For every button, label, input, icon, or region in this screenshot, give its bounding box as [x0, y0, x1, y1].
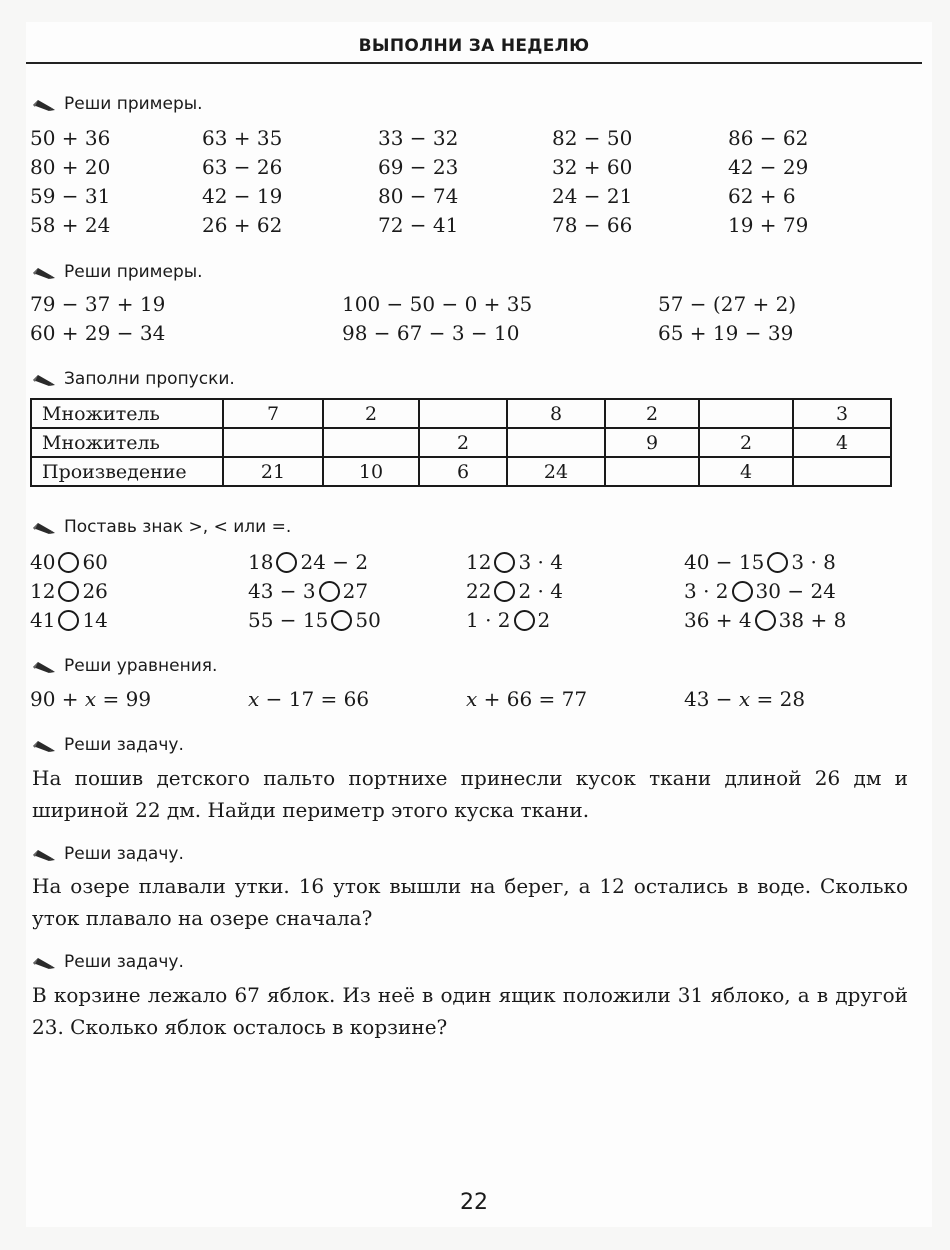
example: 26 + 62	[202, 213, 283, 237]
example: 60 + 29 − 34	[30, 321, 166, 345]
table-cell[interactable]: 6	[419, 457, 507, 486]
pencil-icon	[32, 658, 56, 674]
table-cell[interactable]	[699, 399, 793, 428]
table-cell[interactable]: 10	[323, 457, 419, 486]
comparison: 3 · 2 30 − 24	[684, 579, 836, 603]
row-label: Множитель	[31, 428, 223, 457]
section-label: Заполни пропуски.	[64, 369, 235, 389]
equation: 90 + x = 99	[30, 687, 152, 711]
example: 80 − 74	[378, 184, 459, 208]
section-title-4	[32, 517, 291, 537]
section-title-5	[32, 656, 217, 676]
table-row	[31, 399, 891, 428]
comparison: 12 3 · 4	[466, 550, 563, 574]
section-label: Реши задачу.	[64, 952, 184, 972]
example: 58 + 24	[30, 213, 111, 237]
table-cell[interactable]: 9	[605, 428, 699, 457]
comparison: 12 26	[30, 579, 108, 603]
table-cell[interactable]: 8	[507, 399, 605, 428]
sign-circle[interactable]	[276, 552, 297, 573]
section-label: Реши уравнения.	[64, 656, 218, 676]
table-cell[interactable]: 4	[699, 457, 793, 486]
sign-circle[interactable]	[319, 581, 340, 602]
section-title-2	[32, 262, 203, 282]
example: 72 − 41	[378, 213, 459, 237]
pencil-icon	[32, 264, 56, 280]
example: 62 + 6	[728, 184, 796, 208]
sign-circle[interactable]	[755, 610, 776, 631]
comparison: 41 14	[30, 608, 108, 632]
section-title-8	[32, 952, 184, 972]
example: 33 − 32	[378, 126, 459, 150]
sign-circle[interactable]	[494, 581, 515, 602]
example: 24 − 21	[552, 184, 633, 208]
sign-circle[interactable]	[732, 581, 753, 602]
comparison: 22 2 · 4	[466, 579, 563, 603]
equation: 43 − x = 28	[684, 687, 806, 711]
comparison: 55 − 15 50	[248, 608, 381, 632]
task-text-3: В корзине лежало 67 яблок. Из неё в один ящик положили 31 яблоко, а в другой 23. Сколько яблок осталось в корзине?	[32, 983, 908, 1039]
section-title-7	[32, 844, 184, 864]
sign-circle[interactable]	[767, 552, 788, 573]
section-label: Реши примеры.	[64, 262, 203, 282]
section-label: Поставь знак >, < или =.	[64, 517, 292, 537]
example: 63 − 26	[202, 155, 283, 179]
page-header: ВЫПОЛНИ ЗА НЕДЕЛЮ	[358, 36, 590, 56]
table-cell[interactable]	[793, 457, 891, 486]
example: 57 − (27 + 2)	[658, 292, 797, 316]
example: 50 + 36	[30, 126, 111, 150]
example: 80 + 20	[30, 155, 111, 179]
example: 98 − 67 − 3 − 10	[342, 321, 520, 345]
pencil-icon	[32, 519, 56, 535]
sign-circle[interactable]	[514, 610, 535, 631]
table-row	[31, 457, 891, 486]
comparison: 43 − 3 27	[248, 579, 369, 603]
page-number: 22	[460, 1190, 488, 1215]
table-cell[interactable]: 2	[419, 428, 507, 457]
example: 32 + 60	[552, 155, 633, 179]
table-cell[interactable]	[419, 399, 507, 428]
example: 59 − 31	[30, 184, 111, 208]
example: 69 − 23	[378, 155, 459, 179]
task-text-2: На озере плавали утки. 16 уток вышли на берег, а 12 остались в воде. Сколько уток плавало на озере сначала?	[32, 874, 908, 930]
task-text-1: На пошив детского пальто портнихе принесли кусок ткани длиной 26 дм и шириной 22 дм. Найди периметр этого куска ткани.	[32, 766, 908, 822]
table-cell[interactable]: 3	[793, 399, 891, 428]
header-rule	[26, 62, 922, 64]
comparison: 40 60	[30, 550, 108, 574]
sign-circle[interactable]	[58, 581, 79, 602]
workbook-page	[26, 22, 932, 1227]
section-label: Реши задачу.	[64, 844, 184, 864]
comparison: 18 24 − 2	[248, 550, 369, 574]
comparison: 40 − 15 3 · 8	[684, 550, 836, 574]
table-row	[31, 428, 891, 457]
equation: x − 17 = 66	[248, 687, 370, 711]
table-cell[interactable]: 2	[323, 399, 419, 428]
row-label: Множитель	[31, 399, 223, 428]
pencil-icon	[32, 846, 56, 862]
section-title-3	[32, 369, 235, 389]
multiplication-table	[30, 398, 892, 487]
table-cell[interactable]	[507, 428, 605, 457]
example: 63 + 35	[202, 126, 283, 150]
comparison: 36 + 4 38 + 8	[684, 608, 847, 632]
equation: x + 66 = 77	[466, 687, 588, 711]
sign-circle[interactable]	[331, 610, 352, 631]
pencil-icon	[32, 737, 56, 753]
example: 100 − 50 − 0 + 35	[342, 292, 533, 316]
section-title-6	[32, 735, 184, 755]
table-cell[interactable]	[605, 457, 699, 486]
table-cell[interactable]	[223, 428, 323, 457]
table-cell[interactable]	[323, 428, 419, 457]
table-cell[interactable]: 7	[223, 399, 323, 428]
pencil-icon	[32, 371, 56, 387]
sign-circle[interactable]	[494, 552, 515, 573]
comparison: 1 · 2 2	[466, 608, 551, 632]
pencil-icon	[32, 96, 56, 112]
sign-circle[interactable]	[58, 552, 79, 573]
row-label: Произведение	[31, 457, 223, 486]
section-label: Реши примеры.	[64, 94, 203, 114]
example: 78 − 66	[552, 213, 633, 237]
pencil-icon	[32, 954, 56, 970]
table-cell[interactable]: 2	[605, 399, 699, 428]
example: 42 − 19	[202, 184, 283, 208]
example: 42 − 29	[728, 155, 809, 179]
sign-circle[interactable]	[58, 610, 79, 631]
table-cell[interactable]: 2	[699, 428, 793, 457]
section-label: Реши задачу.	[64, 735, 184, 755]
section-title-1	[32, 94, 203, 114]
example: 79 − 37 + 19	[30, 292, 166, 316]
example: 86 − 62	[728, 126, 809, 150]
example: 65 + 19 − 39	[658, 321, 794, 345]
table-cell[interactable]: 21	[223, 457, 323, 486]
table-cell[interactable]: 24	[507, 457, 605, 486]
table-cell[interactable]: 4	[793, 428, 891, 457]
example: 82 − 50	[552, 126, 633, 150]
example: 19 + 79	[728, 213, 809, 237]
